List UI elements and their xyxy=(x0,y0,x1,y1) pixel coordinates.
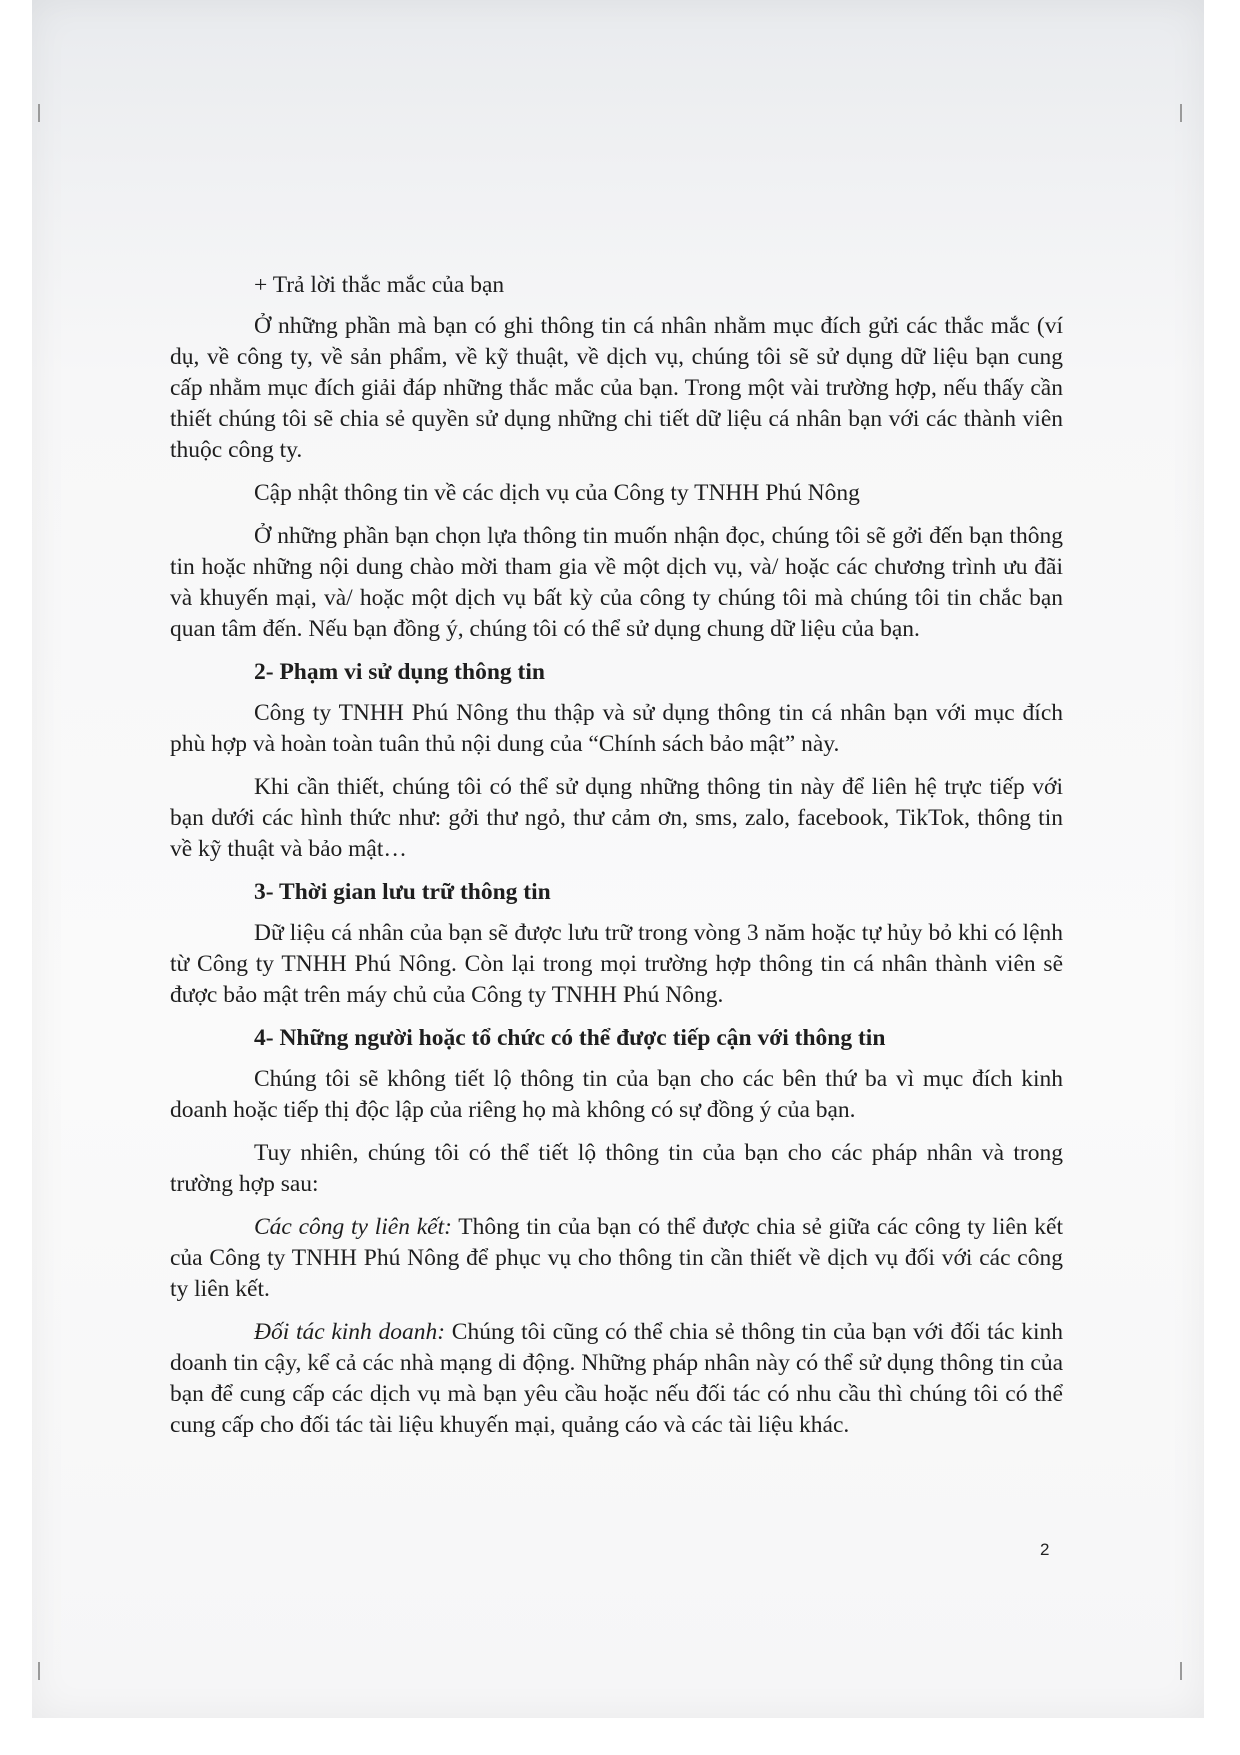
page-number: 2 xyxy=(1040,1540,1050,1559)
bullet-answer-questions: + Trả lời thắc mắc của bạn xyxy=(254,272,505,298)
paragraph-affiliates xyxy=(170,1212,1063,1305)
page-bottom-margin xyxy=(32,1718,1204,1755)
partners-text: Chúng tôi cũng có thể chia sẻ thông tin của bạn với đối tác kinh doanh tin cậy, kể cả các nhà mạng di động. Những pháp nhân này có thể sử dụng thông tin của bạn để cung cấp các dịch vụ mà bạn yêu cầu hoặc nếu đối tác có nhu cầu thì chúng tôi có thể cung cấp cho đối tác tài liệu khuyến mại, quảng cáo và các tài liệu khác. xyxy=(170,1319,1063,1438)
heading-retention-period: 3- Thời gian lưu trữ thông tin xyxy=(254,879,551,905)
document-body xyxy=(170,270,1063,1453)
heading-access-parties: 4- Những người hoặc tổ chức có thể được tiếp cận với thông tin xyxy=(254,1025,886,1051)
heading-scope-of-use: 2- Phạm vi sử dụng thông tin xyxy=(254,659,545,685)
paragraph-exceptions: Tuy nhiên, chúng tôi có thể tiết lộ thông tin của bạn cho các pháp nhân và trong trường hợp sau: xyxy=(170,1140,1063,1197)
paragraph-contact-channels: Khi cần thiết, chúng tôi có thể sử dụng những thông tin này để liên hệ trực tiếp với bạn dưới các hình thức như: gởi thư ngỏ, thư cảm ơn, sms, zalo, facebook, TikTok, thông tin về kỹ thuật và bảo mật… xyxy=(170,774,1063,862)
affiliates-text: Thông tin của bạn có thể được chia sẻ giữa các công ty liên kết của Công ty TNHH Phú Nông để phục vụ cho thông tin cần thiết về dịch vụ đối với các công ty liên kết. xyxy=(170,1214,1064,1302)
partners-lead: Đối tác kinh doanh: xyxy=(254,1319,446,1345)
margin-mark-right-bottom xyxy=(1180,1662,1182,1680)
margin-mark-left-bottom xyxy=(38,1662,40,1680)
paragraph-no-disclosure: Chúng tôi sẽ không tiết lộ thông tin của bạn cho các bên thứ ba vì mục đích kinh doanh hoặc tiếp thị độc lập của riêng họ mà không có sự đồng ý của bạn. xyxy=(170,1066,1063,1123)
paragraph-newsletter: Ở những phần bạn chọn lựa thông tin muốn nhận đọc, chúng tôi sẽ gởi đến bạn thông tin hoặc những nội dung chào mời tham gia về một dịch vụ, và/ hoặc các chương trình ưu đãi và khuyến mại, và/ hoặc một dịch vụ bất kỳ của công ty chúng tôi mà chúng tôi tin chắc bạn quan tâm đến. Nếu bạn đồng ý, chúng tôi có thể sử dụng chung dữ liệu của bạn. xyxy=(170,523,1063,642)
margin-mark-left-top xyxy=(38,104,40,122)
paragraph-retention: Dữ liệu cá nhân của bạn sẽ được lưu trữ trong vòng 3 năm hoặc tự hủy bỏ khi có lệnh từ Công ty TNHH Phú Nông. Còn lại trong mọi trường hợp thông tin cá nhân thành viên sẽ được bảo mật trên máy chủ của Công ty TNHH Phú Nông. xyxy=(170,920,1063,1008)
margin-mark-right-top xyxy=(1180,104,1182,122)
paragraph-update-services: Cập nhật thông tin về các dịch vụ của Công ty TNHH Phú Nông xyxy=(254,480,860,506)
paragraph-questions: Ở những phần mà bạn có ghi thông tin cá nhân nhằm mục đích gửi các thắc mắc (ví dụ, về công ty, về sản phẩm, về kỹ thuật, về dịch vụ, chúng tôi sẽ sử dụng dữ liệu bạn cung cấp nhằm mục đích giải đáp những thắc mắc của bạn. Trong một vài trường hợp, nếu thấy cần thiết chúng tôi sẽ chia sẻ quyền sử dụng những chi tiết dữ liệu cá nhân bạn với các thành viên thuộc công ty. xyxy=(170,313,1063,463)
paragraph-collection-purpose: Công ty TNHH Phú Nông thu thập và sử dụng thông tin cá nhân bạn với mục đích phù hợp và hoàn toàn tuân thủ nội dung của “Chính sách bảo mật” này. xyxy=(170,700,1063,757)
paragraph-business-partners xyxy=(170,1317,1063,1441)
affiliates-lead: Các công ty liên kết: xyxy=(254,1214,452,1240)
